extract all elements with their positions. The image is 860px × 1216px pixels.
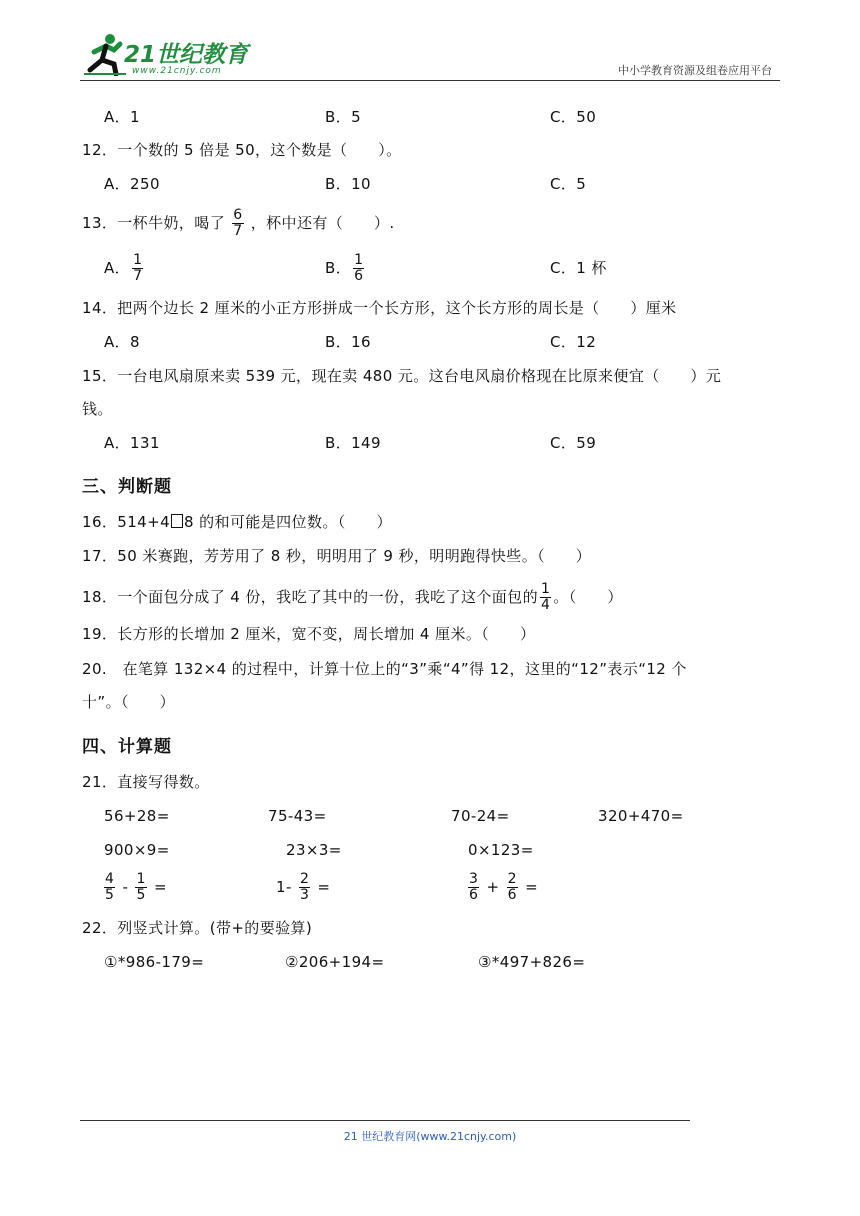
q21-item: 56+28= bbox=[104, 807, 170, 825]
blank-box bbox=[171, 514, 183, 528]
header-platform-name: 中小学教育资源及组卷应用平台 bbox=[618, 64, 772, 77]
q21-item: 0×123= bbox=[468, 841, 534, 859]
q22-item: ③*497+826= bbox=[478, 953, 586, 971]
q21-item: 900×9= bbox=[104, 841, 170, 859]
q12-option-a: A．250 bbox=[104, 175, 160, 193]
q21-fraction-item-3: $\frac{3}{6}$ + $\frac{2}{6}$ = bbox=[469, 871, 539, 903]
q21-stem: 21．直接写得数。 bbox=[82, 773, 210, 791]
q13-stem-pre: 13．一杯牛奶，喝了 bbox=[82, 214, 226, 232]
q13-fraction: $\frac{6}{7}$ bbox=[233, 207, 243, 239]
logo-text: 21世纪教育 bbox=[124, 42, 249, 68]
runner-logo-icon bbox=[80, 30, 130, 76]
q12-option-b: B．10 bbox=[325, 175, 371, 193]
q21-item: 75-43= bbox=[268, 807, 327, 825]
q17: 17．50 米赛跑，芳芳用了 8 秒，明明用了 9 秒，明明跑得快些。（ ） bbox=[82, 547, 592, 565]
q13-option-a: A． $\frac{1}{7}$ bbox=[104, 252, 143, 284]
q14-option-c: C．12 bbox=[550, 333, 597, 351]
footer-divider bbox=[80, 1120, 690, 1121]
q16: 16．514+4 8 的和可能是四位数。（ ） bbox=[82, 513, 392, 531]
q13-option-a-fraction: $\frac{1}{7}$ bbox=[133, 252, 143, 284]
q11-option-c: C．50 bbox=[550, 108, 597, 126]
q13-option-c: C．1 杯 bbox=[550, 259, 607, 277]
footer-link[interactable]: 21 世纪教育网(www.21cnjy.com) bbox=[343, 1130, 517, 1143]
logo-url: www.21cnjy.com bbox=[132, 66, 222, 76]
q22-stem: 22．列竖式计算。(带+的要验算) bbox=[82, 919, 313, 937]
q21-item: 320+470= bbox=[598, 807, 684, 825]
q14-option-a: A．8 bbox=[104, 333, 141, 351]
q13-stem bbox=[82, 208, 395, 239]
q14-option-b: B．16 bbox=[325, 333, 371, 351]
q20-line1: 20. 在笔算 132×4 的过程中，计算十位上的“3”乘“4”得 12，这里的“12”表示“12 个 bbox=[82, 660, 687, 678]
q11-option-a: A．1 bbox=[104, 108, 141, 126]
q14-stem: 14．把两个边长 2 厘米的小正方形拼成一个长方形，这个长方形的周长是（ ）厘米 bbox=[82, 299, 677, 317]
q15-stem-line1: 15．一台电风扇原来卖 539 元，现在卖 480 元。这台电风扇价格现在比原来便宜（ ）元 bbox=[82, 367, 722, 385]
q12-option-c: C．5 bbox=[550, 175, 587, 193]
header-divider bbox=[80, 80, 780, 81]
q20-line2: 十”。（ ） bbox=[82, 693, 176, 711]
q22-item: ②206+194= bbox=[285, 953, 385, 971]
q18-fraction: $\frac{1}{4}$ bbox=[540, 581, 551, 613]
q15-option-c: C．59 bbox=[550, 434, 597, 452]
q21-fraction-item-2: 1- $\frac{2}{3}$ = bbox=[276, 871, 331, 903]
q15-stem-line2: 钱。 bbox=[82, 400, 113, 418]
q12-stem: 12．一个数的 5 倍是 50，这个数是（ ）。 bbox=[82, 141, 402, 159]
q13-option-b-fraction: $\frac{1}{6}$ bbox=[354, 252, 364, 284]
q21-item: 70-24= bbox=[451, 807, 510, 825]
q11-option-b: B．5 bbox=[325, 108, 362, 126]
q15-option-a: A．131 bbox=[104, 434, 160, 452]
q18: 18．一个面包分成了 4 份，我吃了其中的一份，我吃了这个面包的 $\frac{1}{4}$ 。（ ） bbox=[82, 581, 623, 613]
q22-item: ①*986-179= bbox=[104, 953, 205, 971]
q19: 19．长方形的长增加 2 厘米，宽不变，周长增加 4 厘米。（ ） bbox=[82, 625, 536, 643]
section-4-title: 四、计算题 bbox=[82, 737, 172, 757]
q21-item: 23×3= bbox=[286, 841, 342, 859]
q15-option-b: B．149 bbox=[325, 434, 381, 452]
q21-fraction-item-1: $\frac{4}{5}$ - $\frac{1}{5}$ = bbox=[105, 871, 167, 903]
section-3-title: 三、判断题 bbox=[82, 477, 172, 497]
q13-stem-post: ，杯中还有（ ）. bbox=[250, 214, 395, 232]
q13-option-b: B． $\frac{1}{6}$ bbox=[325, 252, 364, 284]
